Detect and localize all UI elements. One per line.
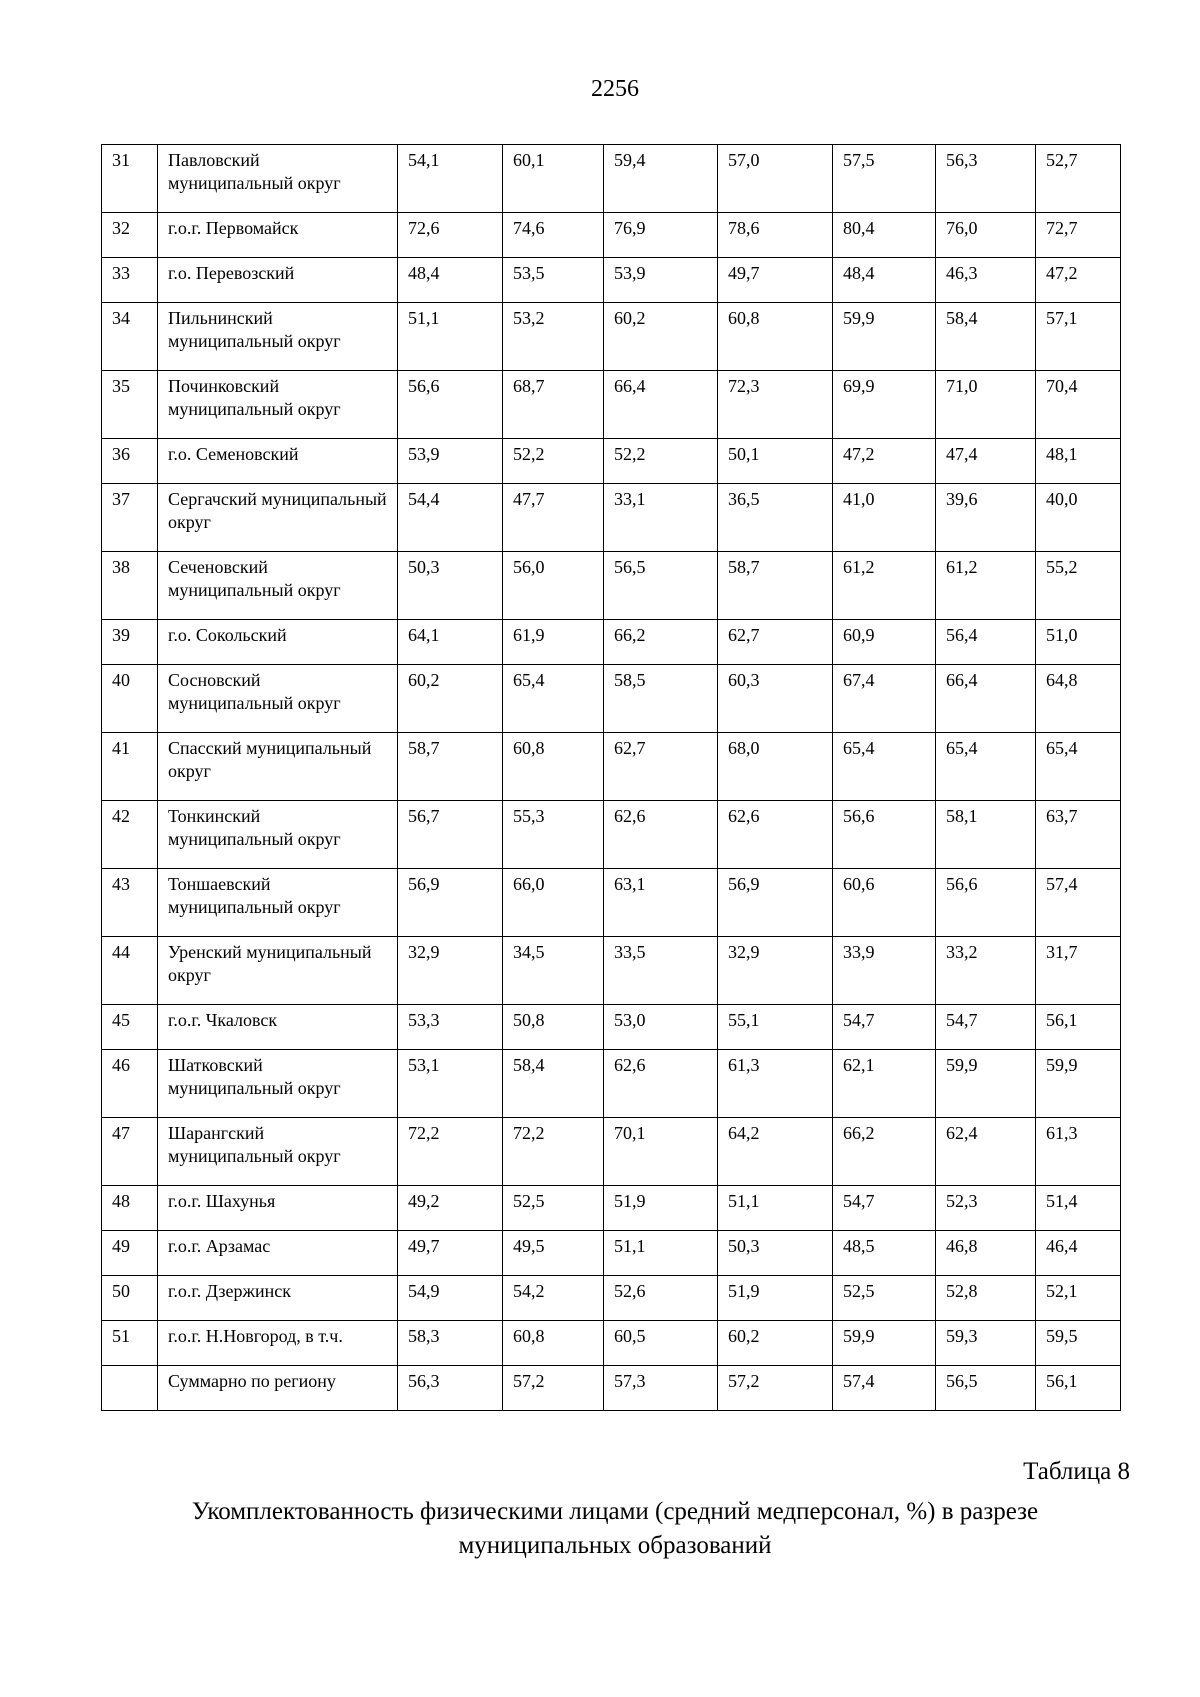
page-number: 2256: [591, 76, 639, 102]
municipality-name-cell: г.о.г. Первомайск: [158, 213, 398, 258]
value-cell: 56,6: [398, 371, 503, 439]
value-cell: 58,1: [936, 801, 1036, 869]
value-cell: 56,4: [936, 620, 1036, 665]
value-cell: 56,5: [604, 552, 718, 620]
value-cell: 54,7: [833, 1005, 936, 1050]
data-table: [101, 144, 1121, 1411]
row-number-cell: 49: [102, 1231, 158, 1276]
value-cell: 59,9: [833, 303, 936, 371]
municipality-name-cell: Тоншаевский муниципальный округ: [158, 869, 398, 937]
value-cell: 60,8: [718, 303, 833, 371]
value-cell: 78,6: [718, 213, 833, 258]
value-cell: 56,1: [1036, 1366, 1121, 1411]
value-cell: 61,3: [1036, 1118, 1121, 1186]
value-cell: 50,3: [398, 552, 503, 620]
row-number-cell: 50: [102, 1276, 158, 1321]
municipality-name-cell: Павловский муниципальный округ: [158, 145, 398, 213]
value-cell: 50,8: [503, 1005, 604, 1050]
table-title-line-1: Укомплектованность физическими лицами (средний медперсонал, %) в разрезе: [191, 1498, 1039, 1525]
municipality-name-cell: Починковский муниципальный округ: [158, 371, 398, 439]
value-cell: 51,9: [604, 1186, 718, 1231]
municipality-name-cell: Уренский муниципальный округ: [158, 937, 398, 1005]
value-cell: 65,4: [833, 733, 936, 801]
value-cell: 32,9: [398, 937, 503, 1005]
value-cell: 54,2: [503, 1276, 604, 1321]
row-number-cell: 34: [102, 303, 158, 371]
municipality-name-cell: Тонкинский муниципальный округ: [158, 801, 398, 869]
value-cell: 49,7: [718, 258, 833, 303]
table-row: [102, 145, 1121, 213]
value-cell: 48,4: [398, 258, 503, 303]
value-cell: 57,2: [503, 1366, 604, 1411]
row-number-cell: 43: [102, 869, 158, 937]
value-cell: 40,0: [1036, 484, 1121, 552]
value-cell: 72,3: [718, 371, 833, 439]
value-cell: 64,1: [398, 620, 503, 665]
value-cell: 49,5: [503, 1231, 604, 1276]
value-cell: 46,4: [1036, 1231, 1121, 1276]
value-cell: 80,4: [833, 213, 936, 258]
value-cell: 56,9: [398, 869, 503, 937]
row-number-cell: 39: [102, 620, 158, 665]
value-cell: 52,5: [833, 1276, 936, 1321]
value-cell: 61,3: [718, 1050, 833, 1118]
table-row: [102, 371, 1121, 439]
value-cell: 53,2: [503, 303, 604, 371]
value-cell: 63,7: [1036, 801, 1121, 869]
value-cell: 60,8: [503, 1321, 604, 1366]
value-cell: 60,9: [833, 620, 936, 665]
table-row: [102, 869, 1121, 937]
value-cell: 52,2: [604, 439, 718, 484]
value-cell: 57,0: [718, 145, 833, 213]
table-row: [102, 552, 1121, 620]
value-cell: 46,8: [936, 1231, 1036, 1276]
value-cell: 63,1: [604, 869, 718, 937]
value-cell: 57,1: [1036, 303, 1121, 371]
value-cell: 65,4: [503, 665, 604, 733]
value-cell: 53,9: [398, 439, 503, 484]
value-cell: 34,5: [503, 937, 604, 1005]
value-cell: 58,7: [718, 552, 833, 620]
value-cell: 52,2: [503, 439, 604, 484]
row-number-cell: 40: [102, 665, 158, 733]
row-number-cell: [102, 1366, 158, 1411]
value-cell: 46,3: [936, 258, 1036, 303]
value-cell: 70,4: [1036, 371, 1121, 439]
row-number-cell: 51: [102, 1321, 158, 1366]
row-number-cell: 32: [102, 213, 158, 258]
value-cell: 76,9: [604, 213, 718, 258]
row-number-cell: 41: [102, 733, 158, 801]
value-cell: 59,5: [1036, 1321, 1121, 1366]
value-cell: 31,7: [1036, 937, 1121, 1005]
value-cell: 56,9: [718, 869, 833, 937]
value-cell: 51,1: [398, 303, 503, 371]
value-cell: 51,0: [1036, 620, 1121, 665]
value-cell: 52,7: [1036, 145, 1121, 213]
value-cell: 39,6: [936, 484, 1036, 552]
row-number-cell: 47: [102, 1118, 158, 1186]
value-cell: 58,3: [398, 1321, 503, 1366]
value-cell: 52,6: [604, 1276, 718, 1321]
row-number-cell: 33: [102, 258, 158, 303]
value-cell: 65,4: [1036, 733, 1121, 801]
value-cell: 66,4: [936, 665, 1036, 733]
value-cell: 54,4: [398, 484, 503, 552]
value-cell: 33,9: [833, 937, 936, 1005]
value-cell: 32,9: [718, 937, 833, 1005]
row-number-cell: 35: [102, 371, 158, 439]
value-cell: 41,0: [833, 484, 936, 552]
table-row: [102, 1050, 1121, 1118]
municipality-name-cell: г.о.г. Дзержинск: [158, 1276, 398, 1321]
value-cell: 76,0: [936, 213, 1036, 258]
value-cell: 56,5: [936, 1366, 1036, 1411]
value-cell: 68,7: [503, 371, 604, 439]
value-cell: 53,5: [503, 258, 604, 303]
value-cell: 70,1: [604, 1118, 718, 1186]
value-cell: 59,9: [936, 1050, 1036, 1118]
table-row: [102, 1321, 1121, 1366]
municipality-name-cell: Спасский муниципальный округ: [158, 733, 398, 801]
value-cell: 53,9: [604, 258, 718, 303]
municipality-name-cell: Сосновский муниципальный округ: [158, 665, 398, 733]
value-cell: 50,3: [718, 1231, 833, 1276]
value-cell: 60,5: [604, 1321, 718, 1366]
table-title: [0, 1495, 1200, 1563]
row-number-cell: 46: [102, 1050, 158, 1118]
value-cell: 33,5: [604, 937, 718, 1005]
value-cell: 54,9: [398, 1276, 503, 1321]
table-row: [102, 484, 1121, 552]
table-row: [102, 439, 1121, 484]
value-cell: 52,5: [503, 1186, 604, 1231]
value-cell: 67,4: [833, 665, 936, 733]
table-row: [102, 665, 1121, 733]
value-cell: 47,4: [936, 439, 1036, 484]
value-cell: 64,8: [1036, 665, 1121, 733]
value-cell: 55,3: [503, 801, 604, 869]
value-cell: 52,8: [936, 1276, 1036, 1321]
value-cell: 59,3: [936, 1321, 1036, 1366]
municipality-name-cell: г.о. Перевозский: [158, 258, 398, 303]
value-cell: 66,4: [604, 371, 718, 439]
value-cell: 60,2: [604, 303, 718, 371]
value-cell: 56,0: [503, 552, 604, 620]
value-cell: 62,6: [718, 801, 833, 869]
table-row: [102, 1005, 1121, 1050]
value-cell: 57,3: [604, 1366, 718, 1411]
municipality-name-cell: г.о.г. Шахунья: [158, 1186, 398, 1231]
value-cell: 72,7: [1036, 213, 1121, 258]
table-row: [102, 937, 1121, 1005]
value-cell: 62,6: [604, 801, 718, 869]
municipality-name-cell: Сергачский муниципальный округ: [158, 484, 398, 552]
value-cell: 72,2: [398, 1118, 503, 1186]
value-cell: 55,2: [1036, 552, 1121, 620]
value-cell: 59,9: [1036, 1050, 1121, 1118]
value-cell: 66,2: [604, 620, 718, 665]
value-cell: 62,7: [604, 733, 718, 801]
value-cell: 47,7: [503, 484, 604, 552]
value-cell: 65,4: [936, 733, 1036, 801]
value-cell: 36,5: [718, 484, 833, 552]
row-number-cell: 38: [102, 552, 158, 620]
value-cell: 50,1: [718, 439, 833, 484]
value-cell: 56,6: [936, 869, 1036, 937]
value-cell: 60,2: [398, 665, 503, 733]
municipality-name-cell: г.о. Семеновский: [158, 439, 398, 484]
row-number-cell: 31: [102, 145, 158, 213]
value-cell: 51,9: [718, 1276, 833, 1321]
value-cell: 51,4: [1036, 1186, 1121, 1231]
value-cell: 58,7: [398, 733, 503, 801]
table-row: [102, 620, 1121, 665]
table-row: [102, 1366, 1121, 1411]
value-cell: 60,8: [503, 733, 604, 801]
value-cell: 57,4: [1036, 869, 1121, 937]
value-cell: 33,2: [936, 937, 1036, 1005]
municipality-name-cell: г.о.г. Н.Новгород, в т.ч.: [158, 1321, 398, 1366]
value-cell: 54,7: [936, 1005, 1036, 1050]
value-cell: 57,2: [718, 1366, 833, 1411]
value-cell: 68,0: [718, 733, 833, 801]
municipality-name-cell: Пильнинский муниципальный округ: [158, 303, 398, 371]
value-cell: 72,6: [398, 213, 503, 258]
value-cell: 59,9: [833, 1321, 936, 1366]
value-cell: 56,3: [398, 1366, 503, 1411]
row-number-cell: 45: [102, 1005, 158, 1050]
table-row: [102, 258, 1121, 303]
municipality-name-cell: г.о.г. Арзамас: [158, 1231, 398, 1276]
value-cell: 60,1: [503, 145, 604, 213]
row-number-cell: 48: [102, 1186, 158, 1231]
municipality-name-cell: г.о.г. Чкаловск: [158, 1005, 398, 1050]
value-cell: 64,2: [718, 1118, 833, 1186]
row-number-cell: 42: [102, 801, 158, 869]
value-cell: 53,0: [604, 1005, 718, 1050]
value-cell: 56,6: [833, 801, 936, 869]
value-cell: 47,2: [1036, 258, 1121, 303]
value-cell: 53,3: [398, 1005, 503, 1050]
value-cell: 54,7: [833, 1186, 936, 1231]
value-cell: 62,6: [604, 1050, 718, 1118]
value-cell: 51,1: [604, 1231, 718, 1276]
value-cell: 48,5: [833, 1231, 936, 1276]
table-number-label: Таблица 8: [1023, 1458, 1130, 1485]
value-cell: 66,2: [833, 1118, 936, 1186]
value-cell: 62,7: [718, 620, 833, 665]
value-cell: 48,4: [833, 258, 936, 303]
municipality-name-cell: Шатковский муниципальный округ: [158, 1050, 398, 1118]
value-cell: 58,5: [604, 665, 718, 733]
value-cell: 60,3: [718, 665, 833, 733]
table-row: [102, 1118, 1121, 1186]
row-number-cell: 37: [102, 484, 158, 552]
table-title-line-2: муниципальных образований: [458, 1532, 772, 1559]
table-body: [102, 145, 1121, 1411]
value-cell: 61,9: [503, 620, 604, 665]
municipality-name-cell: г.о. Сокольский: [158, 620, 398, 665]
table-row: [102, 1276, 1121, 1321]
value-cell: 58,4: [936, 303, 1036, 371]
value-cell: 56,1: [1036, 1005, 1121, 1050]
row-number-cell: 44: [102, 937, 158, 1005]
value-cell: 61,2: [833, 552, 936, 620]
value-cell: 52,1: [1036, 1276, 1121, 1321]
value-cell: 60,2: [718, 1321, 833, 1366]
table-row: [102, 801, 1121, 869]
value-cell: 61,2: [936, 552, 1036, 620]
value-cell: 53,1: [398, 1050, 503, 1118]
table-row: [102, 303, 1121, 371]
value-cell: 56,3: [936, 145, 1036, 213]
value-cell: 49,7: [398, 1231, 503, 1276]
row-number-cell: 36: [102, 439, 158, 484]
value-cell: 62,1: [833, 1050, 936, 1118]
table-row: [102, 213, 1121, 258]
value-cell: 66,0: [503, 869, 604, 937]
value-cell: 60,6: [833, 869, 936, 937]
value-cell: 71,0: [936, 371, 1036, 439]
value-cell: 47,2: [833, 439, 936, 484]
value-cell: 49,2: [398, 1186, 503, 1231]
table-row: [102, 1231, 1121, 1276]
value-cell: 59,4: [604, 145, 718, 213]
value-cell: 52,3: [936, 1186, 1036, 1231]
value-cell: 56,7: [398, 801, 503, 869]
value-cell: 55,1: [718, 1005, 833, 1050]
value-cell: 74,6: [503, 213, 604, 258]
table-row: [102, 733, 1121, 801]
value-cell: 54,1: [398, 145, 503, 213]
value-cell: 62,4: [936, 1118, 1036, 1186]
value-cell: 58,4: [503, 1050, 604, 1118]
table-row: [102, 1186, 1121, 1231]
municipality-name-cell: Сеченовский муниципальный округ: [158, 552, 398, 620]
value-cell: 69,9: [833, 371, 936, 439]
value-cell: 72,2: [503, 1118, 604, 1186]
value-cell: 48,1: [1036, 439, 1121, 484]
municipality-name-cell: Шарангский муниципальный округ: [158, 1118, 398, 1186]
value-cell: 33,1: [604, 484, 718, 552]
value-cell: 57,5: [833, 145, 936, 213]
value-cell: 51,1: [718, 1186, 833, 1231]
municipality-name-cell: Суммарно по региону: [158, 1366, 398, 1411]
value-cell: 57,4: [833, 1366, 936, 1411]
